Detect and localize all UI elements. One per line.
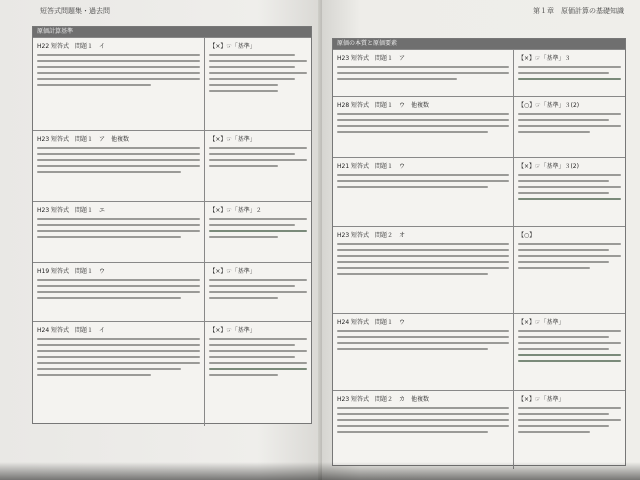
- table-row: [33, 201, 311, 262]
- table-row: [333, 96, 625, 157]
- question-title: H19 短答式 問題１ ウ: [37, 268, 106, 275]
- question-title: H21 短答式 問題１ ウ: [337, 163, 406, 170]
- table-row: [33, 262, 311, 321]
- answer-label: 【×】☞「基準」: [209, 136, 256, 143]
- answer-label: 【×】☞「基準」: [518, 396, 565, 403]
- answer-label: 【×】☞「基準」: [518, 319, 565, 326]
- question-title: H23 短答式 問題１ ア: [337, 55, 406, 62]
- answer-label: 【×】☞「基準」: [209, 268, 256, 275]
- question-title: H23 短答式 問題１ エ: [37, 207, 106, 214]
- answer-label: 【○】: [518, 232, 536, 239]
- question-title: H24 短答式 問題１ イ: [37, 327, 106, 334]
- right-running-head: 第１章 原価計算の基礎知識: [533, 7, 624, 15]
- question-text: [337, 243, 509, 275]
- table-row: [333, 313, 625, 390]
- answer-text: [209, 54, 307, 92]
- page-shadow: [0, 462, 640, 480]
- right-question-table: [332, 38, 626, 466]
- left-running-head: 短答式問題集・過去問: [40, 7, 110, 15]
- question-text: [337, 66, 509, 80]
- question-text: [337, 330, 509, 350]
- table-row: [33, 37, 311, 130]
- answer-text: [209, 147, 307, 167]
- answer-label: 【×】☞「基準」２: [209, 207, 262, 214]
- table-row: [333, 49, 625, 96]
- answer-label: 【×】☞「基準」３: [518, 55, 571, 62]
- question-title: H28 短答式 問題１ ウ 他複数: [337, 102, 430, 109]
- question-text: [337, 174, 509, 188]
- left-section-header: 原価計算基準: [33, 27, 311, 37]
- table-row: [33, 130, 311, 201]
- question-text: [337, 113, 509, 133]
- table-row: [333, 157, 625, 226]
- table-row: [333, 226, 625, 313]
- answer-label: 【×】☞「基準」: [209, 43, 256, 50]
- question-title: H23 短答式 問題２ オ: [337, 232, 406, 239]
- answer-text: [518, 113, 621, 133]
- answer-label: 【×】☞「基準」３(2): [518, 163, 579, 170]
- answer-text: [209, 218, 307, 238]
- right-section-header: 原価の本質と原価要素: [333, 39, 625, 49]
- answer-text: [518, 66, 621, 80]
- right-page: [322, 0, 640, 480]
- question-title: H23 短答式 問題２ カ 他複数: [337, 396, 430, 403]
- answer-text: [518, 243, 621, 269]
- question-text: [37, 279, 200, 299]
- answer-text: [209, 338, 307, 376]
- answer-text: [518, 174, 621, 200]
- answer-text: [518, 407, 621, 433]
- question-text: [37, 54, 200, 86]
- answer-label: 【×】☞「基準」: [209, 327, 256, 334]
- question-text: [37, 338, 200, 376]
- question-title: H23 短答式 問題１ ア 他複数: [37, 136, 130, 143]
- table-row: [333, 390, 625, 469]
- question-text: [37, 147, 200, 173]
- answer-text: [518, 330, 621, 362]
- left-question-table: [32, 26, 312, 424]
- question-text: [37, 218, 200, 238]
- question-title: H24 短答式 問題１ ウ: [337, 319, 406, 326]
- question-text: [337, 407, 509, 433]
- answer-label: 【○】☞「基準」３(2): [518, 102, 580, 109]
- question-title: H22 短答式 問題１ イ: [37, 43, 106, 50]
- answer-text: [209, 279, 307, 299]
- table-row: [33, 321, 311, 426]
